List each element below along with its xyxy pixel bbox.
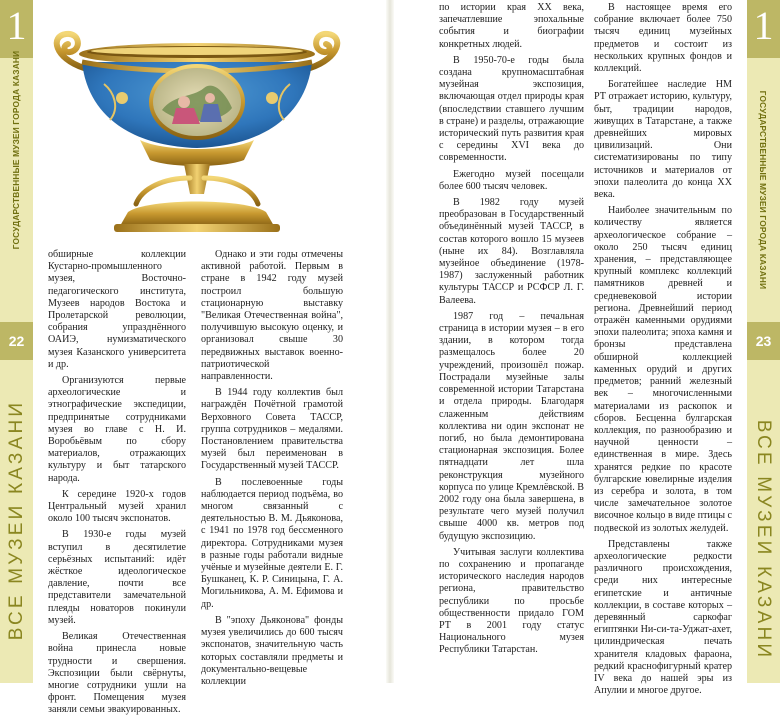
paragraph: Ежегодно музей посещали более 600 тысяч человек. [439,168,584,192]
page-number-right: 23 [755,333,772,349]
text-column-2 [201,249,343,688]
paragraph: Учитывая заслуги коллектива по сохранению и пропаганде исторического наследия народов региона, правительство республики по просьбе общественности придало ГОМ РТ в 2001 году статус Национального музея Республики Татарстан. [439,546,584,656]
section-title-right: ВСЕ МУЗЕИ КАЗАНИ [753,419,774,661]
chapter-tab-left [0,0,33,58]
text-column-1 [48,249,186,717]
running-header-left: ГОСУДАРСТВЕННЫЕ МУЗЕИ ГОРОДА КАЗАНИ [11,50,21,250]
paragraph: В 1930-е годы музей вступил в десятилетие серьёзных испытаний: идёт жёсткое идеологическое давление, почти все представители замечательной плеяды новаторов покинули музей. [48,529,186,626]
paragraph: Организуются первые археологические и этнографические экспедиции, предпринятые сотрудниками музея во главе с Н. И. Воробьёвым по сбору материалов, отражающих культуру и быт татарского народа. [48,375,186,484]
paragraph: Представлены также археологические редкости различного происхождения, среди них интересные египетские и античные коллекции, в составе которых – деревянный саркофаг египтянки Ни-си-та-Уджат-ахет, цилиндрическая печать хранителя кладовых фараона, редкий краснофигурный кратер IV века до нашей эры из Апулии и многое другое. [594,538,733,697]
chapter-tab-right [747,0,780,58]
chapter-number-left: 1 [6,3,27,48]
page-number-tab-right [747,322,780,360]
paragraph: по истории края XX века, запечатлевшие эпохальные события и биографии конкретных людей. [439,2,584,50]
paragraph: Однако и эти годы отмечены активной работой. Первым в стране в 1942 году музей построил большую стационарную выставку "Великая Отечественная война", получившую высокую оценку, и организовал свыше 30 передвижных выставок военно-патриотической направленности. [201,249,343,383]
paragraph: В послевоенные годы наблюдается период подъёма, во многом связанный с деятельностью В. М. Дьяконова, с 1941 по 1978 год бессменного директора. Сотрудниками музея в разные годы работали видные учёные и музейные деятели Е. Г. Бушканец, К. Р. Синицына, Г. А. Могильникова, А. М. Ефимова и др. [201,476,343,610]
paragraph: 1987 год – печальная страница в истории музея – в его здании, в котором тогда размещалось более 20 учреждений, произошёл пожар. Пострадали музейные залы современной истории Татарстана и отдела природы. Благодаря слаженным действиям коллектива ни один экспонат не погиб, но была демонтирована стационарная экспозиция. Более пятнадцати лет шла реконструкция музейного корпуса по улице Кремлёвской. В 2002 году она была завершена, в результате чего музей получил свыше 4000 кв. метров под будущую экспозицию. [439,310,584,542]
paragraph: К середине 1920-х годов Центральный музей хранил около 100 тысяч экспонатов. [48,488,186,525]
page-number-left: 22 [8,333,25,349]
section-title-left: ВСЕ МУЗЕИ КАЗАНИ [6,399,27,641]
text-column-4 [594,2,732,697]
page-gutter [386,0,394,683]
paragraph: обширные коллекции Кустарно-промышленного музея, Восточно-педагогического института, Музеев народов Востока и Пролетарской революции, собрания упразднённого ОАИЭ, нумизматического музея Казанского университета и др. [48,249,186,370]
porcelain-vase-illustration [44,28,350,238]
paragraph: В 1950-70-е годы была создана крупномасштабная музейная экспозиция, включающая отдел природы края (впоследствии ставшего лучшим в стране) и разделы, отражающие исторический путь развития края с середины XVI века до современности. [439,54,584,164]
chapter-number-right: 1 [753,3,774,48]
paragraph: В 1944 году коллектив был награждён Почётной грамотой Верховного Совета ТАССР, группа сотрудников – медалями. Постановлением правительства музей был переименован в Государственный музей ТАССР. [201,387,343,472]
paragraph: Богатейшее наследие НМ РТ отражает историю, культуру, быт, традиции народов, живущих в Татарстане, а также древнейших мировых цивилизаций. Они систематизированы по типу источников и материалов от эпохи палеолита до конца XX века. [594,79,732,201]
text-column-3 [439,2,584,657]
paragraph: Великая Отечественная война принесла новые трудности и свершения. Экспозиции были свёрнуты, многие сотрудники ушли на фронт. Помещения музея заняли семьи эвакуированных. [48,631,186,716]
paragraph: Наиболее значительным по количеству является археологическое собрание – около 250 тысяч единиц хранения, – представляющее крупный комплекс коллекций памятников древней и средневековой истории региона. Древнейший период отражён каменными орудиями эпохи палеолита; эпоха камня и бронзы представлена обширной коллекцией каменных орудий и других предметов; ранний железный век – многочисленными материалами из раскопок и сборов. Бесценна булгарская коллекция, по разнообразию и научной ценности – единственная в мире. Здесь хранятся редкие по красоте булгарские ювелирные изделия из серебра и золота, в том числе замечательное золотое височное кольцо в виде птицы с подвеской из золотых желудей. [594,205,732,534]
paragraph: В "эпоху Дьяконова" фонды музея увеличились до 600 тысяч экспонатов, значительную часть которых составляли предметы и документально-вещевые коллекции [201,614,343,687]
running-header-right: ГОСУДАРСТВЕННЫЕ МУЗЕИ ГОРОДА КАЗАНИ [758,90,768,290]
paragraph: В настоящее время его собрание включает более 750 тысяч единиц музейных предметов и состоит из нескольких крупных фондов и коллекций. [594,2,732,75]
page-number-tab-left [0,322,33,360]
paragraph: В 1982 году музей преобразован в Государственный объединённый музей ТАССР, в состав которого вошло 15 музеев (ныне их 84). Возглавляла музейное объединение (1978-1987) заслуженный работник культуры ТАССР и РСФСР Л. Г. Валеева. [439,197,584,306]
